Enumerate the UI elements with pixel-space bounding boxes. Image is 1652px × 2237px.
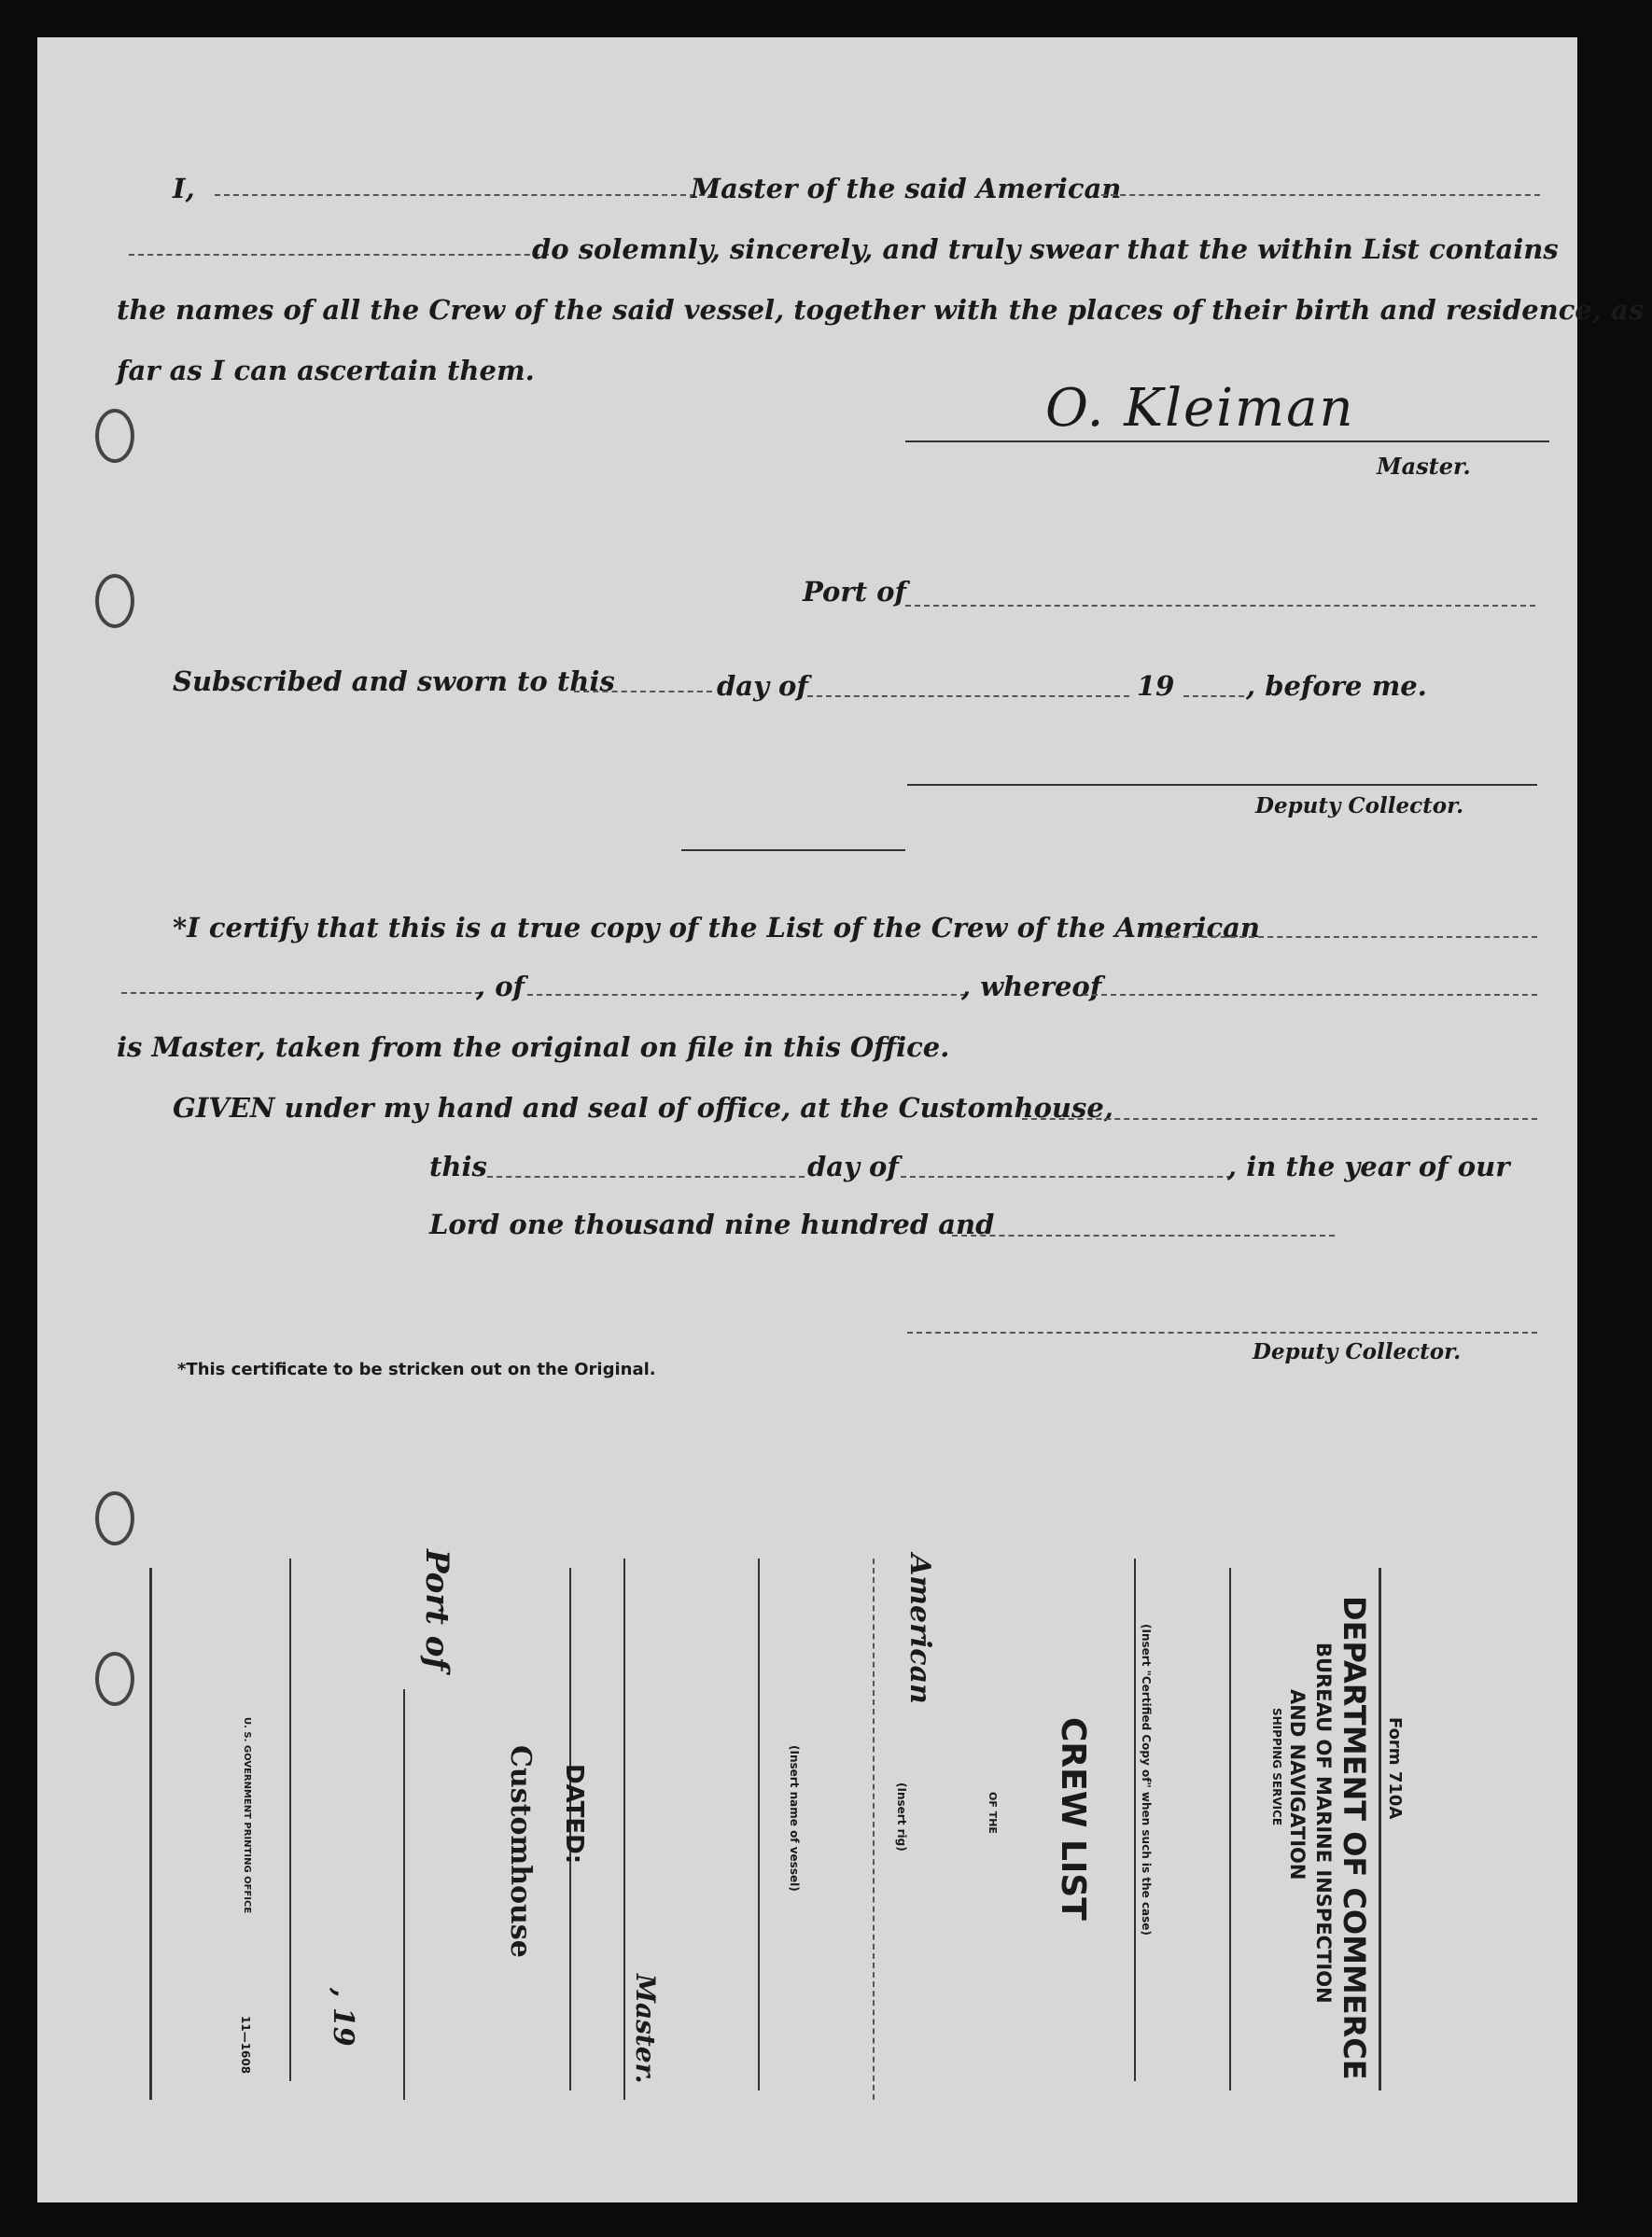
department-title: DEPARTMENT OF COMMERCE <box>1337 1596 1372 2080</box>
customhouse-label: Customhouse <box>504 1745 537 1958</box>
back-year-label: , 19 <box>327 1988 359 2047</box>
certified-vessel-field[interactable] <box>1155 936 1537 938</box>
deputy-collector-sign-field[interactable] <box>907 1332 1537 1334</box>
form-code: 11—1608 <box>239 2016 252 2075</box>
oath-line2: do solemnly, sincerely, and truly swear that the within List contains <box>532 233 1559 265</box>
back-master-label: Master. <box>630 1974 661 2084</box>
lord-label: Lord one thousand nine hundred and <box>429 1209 995 1240</box>
this-label: this <box>429 1151 487 1182</box>
american-label: American <box>903 1554 936 1704</box>
punch-hole-icon <box>95 1491 134 1545</box>
deputy-collector-label-2: Deputy Collector. <box>1253 1339 1462 1364</box>
navigation-title: AND NAVIGATION <box>1286 1689 1309 1880</box>
year-prefix: 19 <box>1137 670 1175 702</box>
vessel-name-field[interactable] <box>1101 194 1540 196</box>
deputy-signature-line <box>907 784 1537 786</box>
insert-vessel-note: (Insert name of vessel) <box>788 1745 801 1892</box>
rule <box>1134 1559 1136 2081</box>
sworn-month-field[interactable] <box>807 695 1129 697</box>
vessel-name-cont-field[interactable] <box>129 254 558 256</box>
certificate-line1: *I certify that this is a true copy of the List of the Crew of the American <box>173 912 1260 944</box>
master-name-field[interactable] <box>215 194 714 196</box>
port-of-label: Port of <box>803 576 906 608</box>
sworn-year-field[interactable] <box>1183 695 1244 697</box>
dated-label: DATED: <box>560 1764 588 1865</box>
footnote: *This certificate to be stricken out on the Original. <box>177 1360 656 1379</box>
oath-line4: far as I can ascertain them. <box>117 355 535 386</box>
in-year-label: , in the year of our <box>1227 1151 1510 1182</box>
of-the-label: OF THE <box>987 1792 999 1834</box>
certificate-line3: is Master, taken from the original on file in this Office. <box>117 1031 950 1063</box>
day-of-label: day of <box>717 670 808 702</box>
given-day-of-label: day of <box>807 1151 899 1182</box>
bureau-title: BUREAU OF MARINE INSPECTION <box>1312 1643 1335 2004</box>
port-field[interactable] <box>905 605 1535 607</box>
whereof-master-field[interactable] <box>1083 994 1537 996</box>
master-signature: O. Kleiman <box>1045 378 1355 439</box>
punch-hole-icon <box>95 1652 134 1706</box>
rule <box>1229 1568 1231 2090</box>
deputy-collector-label: Deputy Collector. <box>1255 793 1464 818</box>
punch-hole-icon <box>95 409 134 463</box>
rule <box>403 1689 405 2100</box>
back-port-of-label: Port of <box>418 1549 455 1671</box>
customhouse-field[interactable] <box>1022 1118 1537 1120</box>
signature-line <box>905 440 1549 442</box>
given-day-field[interactable] <box>487 1176 805 1178</box>
rule <box>289 1559 291 2081</box>
form-page <box>37 37 1645 2202</box>
sworn-day-field[interactable] <box>574 691 712 692</box>
given-label: GIVEN under my hand and seal of office, at the Customhouse, <box>173 1092 1113 1124</box>
master-label: Master. <box>1377 453 1471 480</box>
printing-office: U. S. GOVERNMENT PRINTING OFFICE <box>242 1717 252 1914</box>
before-me-label: , before me. <box>1246 670 1427 702</box>
oath-i: I, <box>173 173 195 204</box>
rule <box>1379 1568 1381 2090</box>
rule <box>623 1559 625 2100</box>
section-divider <box>681 849 905 851</box>
rule <box>149 1568 152 2100</box>
certified-of-field[interactable] <box>527 994 966 996</box>
year-words-field[interactable] <box>952 1235 1335 1237</box>
insert-rig-note: (Insert rig) <box>895 1783 908 1852</box>
of-label: , of <box>476 971 525 1002</box>
punch-hole-icon <box>95 574 134 628</box>
rule <box>873 1559 875 2100</box>
rule <box>758 1559 760 2090</box>
oath-master-of-american: Master of the said American <box>691 173 1122 204</box>
certified-copy-note: (Insert "Certified Copy of" when such is the case) <box>1140 1624 1153 1936</box>
shipping-service: SHIPPING SERVICE <box>1270 1708 1283 1826</box>
oath-line3: the names of all the Crew of the said vessel, together with the places of their birth and residence, as <box>117 294 1645 326</box>
crew-list-title: CREW LIST <box>1054 1717 1092 1921</box>
certified-vessel-cont-field[interactable] <box>121 992 481 994</box>
whereof-label: , whereof <box>961 971 1102 1002</box>
subscribed-label: Subscribed and sworn to this <box>173 665 615 697</box>
given-month-field[interactable] <box>901 1176 1232 1178</box>
form-number: Form 710A <box>1385 1717 1405 1820</box>
